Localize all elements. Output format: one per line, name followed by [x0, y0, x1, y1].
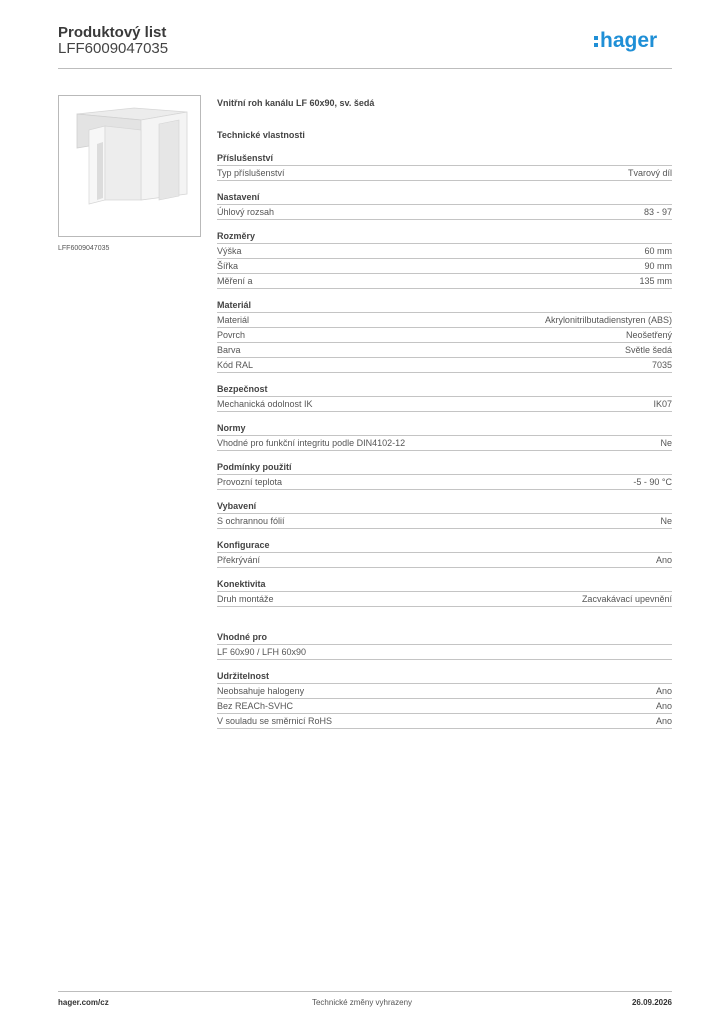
- image-caption: LFF6009047035: [58, 245, 110, 252]
- spec-value: Neošetřený: [625, 330, 672, 340]
- spec-label: LF 60x90 / LFH 60x90: [217, 647, 307, 657]
- group-title: Normy: [217, 422, 672, 436]
- spec-value: 83 - 97: [643, 207, 672, 217]
- spec-row: [217, 359, 672, 373]
- group-equipment: [217, 500, 672, 529]
- spec-row: [217, 314, 672, 328]
- group-title: Vybavení: [217, 500, 672, 514]
- spec-label: Barva: [217, 345, 241, 355]
- spec-row: [217, 700, 672, 714]
- spec-value: 90 mm: [644, 261, 672, 271]
- spec-label: Typ příslušenství: [217, 168, 285, 178]
- spec-value: Akrylonitrilbutadienstyren (ABS): [544, 315, 672, 325]
- spec-row: [217, 476, 672, 490]
- spec-value: Ano: [655, 716, 672, 726]
- spec-row: [217, 437, 672, 451]
- spec-label: Měření a: [217, 276, 253, 286]
- spec-value: Zacvakávací upevnění: [581, 594, 672, 604]
- spec-row: [217, 646, 672, 660]
- spec-value: Světle šedá: [624, 345, 672, 355]
- spec-row: [217, 715, 672, 729]
- group-title: Podmínky použití: [217, 461, 672, 475]
- spec-label: S ochrannou fólií: [217, 516, 285, 526]
- spec-value: 7035: [651, 360, 672, 370]
- spec-row: [217, 344, 672, 358]
- spec-value: 135 mm: [639, 276, 672, 286]
- spec-value: IK07: [653, 399, 672, 409]
- footer-date: 26.09.2026: [631, 998, 672, 1007]
- spec-value: Ano: [655, 555, 672, 565]
- spec-value: 60 mm: [644, 246, 672, 256]
- spec-row: [217, 167, 672, 181]
- spec-label: Výška: [217, 246, 242, 256]
- spec-row: [217, 329, 672, 343]
- spec-value: Ne: [660, 438, 672, 448]
- spec-label: Vhodné pro funkční integritu podle DIN4102-12: [217, 438, 406, 448]
- group-dimensions: [217, 230, 672, 289]
- header-divider: [58, 68, 672, 69]
- spec-label: Překrývání: [217, 555, 261, 565]
- group-title: Bezpečnost: [217, 383, 672, 397]
- group-configuration: [217, 539, 672, 568]
- footer-disclaimer: Technické změny vyhrazeny: [311, 998, 413, 1007]
- spec-label: Provozní teplota: [217, 477, 283, 487]
- group-title: Příslušenství: [217, 152, 672, 166]
- logo-text: hager: [600, 29, 658, 52]
- spec-label: Bez REACh-SVHC: [217, 701, 294, 711]
- spec-label: Úhlový rozsah: [217, 207, 275, 217]
- group-connectivity: [217, 578, 672, 607]
- spec-row: [217, 275, 672, 289]
- spec-value: Ne: [660, 516, 672, 526]
- spec-label: Kód RAL: [217, 360, 254, 370]
- corner-piece-illustration: [59, 96, 200, 236]
- product-image: [58, 95, 201, 237]
- group-standards: [217, 422, 672, 451]
- group-accessories: [217, 152, 672, 181]
- spec-label: V souladu se směrnicí RoHS: [217, 716, 333, 726]
- footer-divider: [58, 991, 672, 992]
- spec-value: Ano: [655, 686, 672, 696]
- spec-content: [217, 96, 672, 729]
- spec-row: [217, 398, 672, 412]
- spec-row: [217, 260, 672, 274]
- spec-row: [217, 685, 672, 699]
- hager-logo: [593, 27, 673, 55]
- group-title: Rozměry: [217, 230, 672, 244]
- group-title: Nastavení: [217, 191, 672, 205]
- spec-label: Neobsahuje halogeny: [217, 686, 305, 696]
- spec-label: Povrch: [217, 330, 246, 340]
- spec-row: [217, 245, 672, 259]
- section-title: Technické vlastnosti: [217, 130, 305, 140]
- page-title: Produktový list: [58, 24, 167, 41]
- spec-value: Tvarový díl: [627, 168, 672, 178]
- group-sustainability: [217, 670, 672, 729]
- spec-row: [217, 515, 672, 529]
- footer-website-link[interactable]: hager.com/cz: [58, 998, 109, 1007]
- spec-label: Šířka: [217, 261, 239, 271]
- group-settings: [217, 191, 672, 220]
- spec-row: [217, 554, 672, 568]
- group-title: Materiál: [217, 299, 672, 313]
- group-safety: [217, 383, 672, 412]
- group-title: Udržitelnost: [217, 670, 672, 684]
- spec-label: Druh montáže: [217, 594, 274, 604]
- product-name: Vnitřní roh kanálu LF 60x90, sv. šedá: [217, 98, 375, 108]
- spec-row: [217, 593, 672, 607]
- spec-value: -5 - 90 °C: [633, 477, 672, 487]
- group-suitable-for: [217, 631, 672, 660]
- spec-value: Ano: [655, 701, 672, 711]
- group-title: Konektivita: [217, 578, 672, 592]
- spec-label: Materiál: [217, 315, 250, 325]
- spec-row: [217, 206, 672, 220]
- spec-label: Mechanická odolnost IK: [217, 399, 313, 409]
- group-material: [217, 299, 672, 373]
- group-title: Konfigurace: [217, 539, 672, 553]
- group-title: Vhodné pro: [217, 631, 672, 645]
- product-code: LFF6009047035: [58, 40, 169, 57]
- group-operating-conditions: [217, 461, 672, 490]
